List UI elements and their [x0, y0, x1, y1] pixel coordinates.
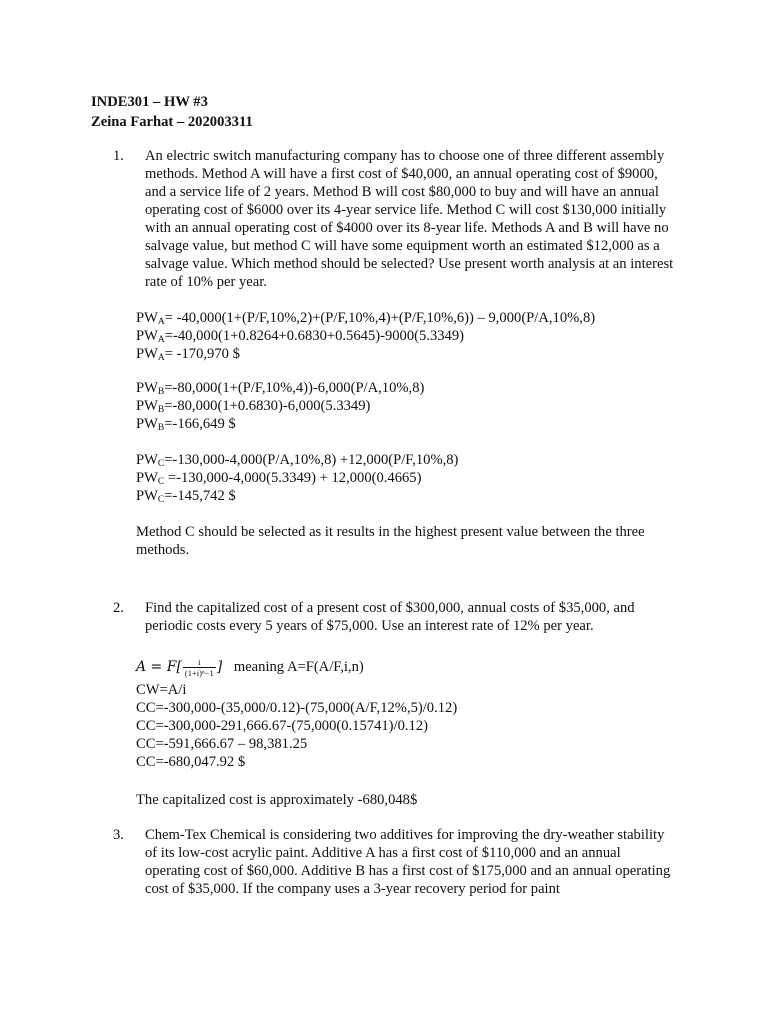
question-2-text: Find the capitalized cost of a present cost of $300,000, annual costs of $35,000, and periodic costs every 5 years of $75,000. Use an interest rate of 12% per year. [145, 600, 635, 634]
pw-c-line-1: $PW_C=-130,000-4,000(P/A,10\%,8) +12,000(P/F,10\%,8)$ [136, 452, 459, 469]
course-title: INDE301 – HW #3 [91, 94, 208, 110]
question-1-number: 1. [113, 148, 124, 164]
formula-fraction [183, 657, 216, 678]
pw-b-line-1: $PW_B=-80,000(1+(P/F,10\%,4))-6,000(P/A,10\%,8)$ [136, 380, 425, 397]
question-2-number: 2. [113, 600, 124, 616]
question-1-text: An electric switch manufacturing company has to choose one of three different assembly methods. Method A will have a first cost of $40,000, an annual operating cost of $9000, and a service life of 2 years. Method B will cost $80,000 to buy and will have an annual operating cost of $6000 over its 4-year service life. Method C will cost $130,000 initially with an annual operating cost of $4000 over its 8-year life. Methods A and B will have no salvage value, but method C will have some equipment worth an estimated $12,000 as a salvage value. Which method should be selected? Use present worth analysis at an interest rate of 10% per year. [145, 148, 674, 290]
author-line: Zeina Farhat – 202003311 [91, 114, 253, 130]
cc-line-5: CC=-680,047.92 $ [136, 754, 246, 770]
cc-line-1: CW=A/i [136, 682, 187, 698]
pw-b-line-2: $PW_B=-80,000(1+0.6830)-6,000(5.3349)$ [136, 398, 371, 415]
cc-line-2: CC=-300,000-(35,000/0.12)-(75,000(A/F,12%,5)/0.12) [136, 700, 458, 716]
pw-b-calculation [136, 379, 696, 433]
cc-line-3: CC=-300,000-291,666.67-(75,000(0.15741)/0.12) [136, 718, 428, 734]
pw-a-line-2: $PW_A=-40,000(1+0.8264+0.6830+0.5645)-9000(5.3349)$ [136, 328, 464, 345]
pw-c-calculation [136, 451, 696, 505]
formula-denominator: (1+i)ⁿ−1 [184, 668, 214, 679]
question-2-conclusion: The capitalized cost is approximately -680,048$ [136, 792, 418, 808]
sinking-fund-formula [136, 653, 696, 681]
formula-lhs: A = F[ [136, 659, 182, 675]
formula-numerator: i [198, 657, 201, 668]
question-1-conclusion: Method C should be selected as it results in the highest present value between the three methods. [136, 524, 645, 558]
capitalized-cost-calculation [136, 653, 696, 771]
pw-a-calculation [136, 309, 696, 363]
pw-a-line-3: $PW_A= -170,970$ $ [136, 346, 240, 363]
formula-meaning: meaning A=F(A/F,i,n) [233, 659, 364, 675]
pw-c-line-2: $PW_C =-130,000-4,000(5.3349) + 12,000(0.4665)$ [136, 470, 422, 487]
cc-line-4: CC=-591,666.67 – 98,381.25 [136, 736, 308, 752]
question-3-text: Chem-Tex Chemical is considering two additives for improving the dry-weather stability of its low-cost acrylic paint. Additive A has a first cost of $110,000 and an annual operating cost of $60,000. Additive B has a first cost of $175,000 and an annual operating cost of $35,000. If the company uses a 3-year recovery period for paint [145, 827, 671, 897]
pw-b-line-3: $PW_B=-166,649$ $ [136, 416, 236, 433]
document-header [91, 92, 253, 132]
formula-close: ] [216, 659, 223, 675]
pw-a-line-1: $PW_A= -40,000(1+(P/F,10\%,2)+(P/F,10\%,4)+(P/F,10\%,6)) - 9,000(P/A,10\%,8)$ [136, 310, 596, 327]
question-3-number: 3. [113, 827, 124, 843]
pw-c-line-3: $PW_C=-145,742$ $ [136, 488, 236, 505]
